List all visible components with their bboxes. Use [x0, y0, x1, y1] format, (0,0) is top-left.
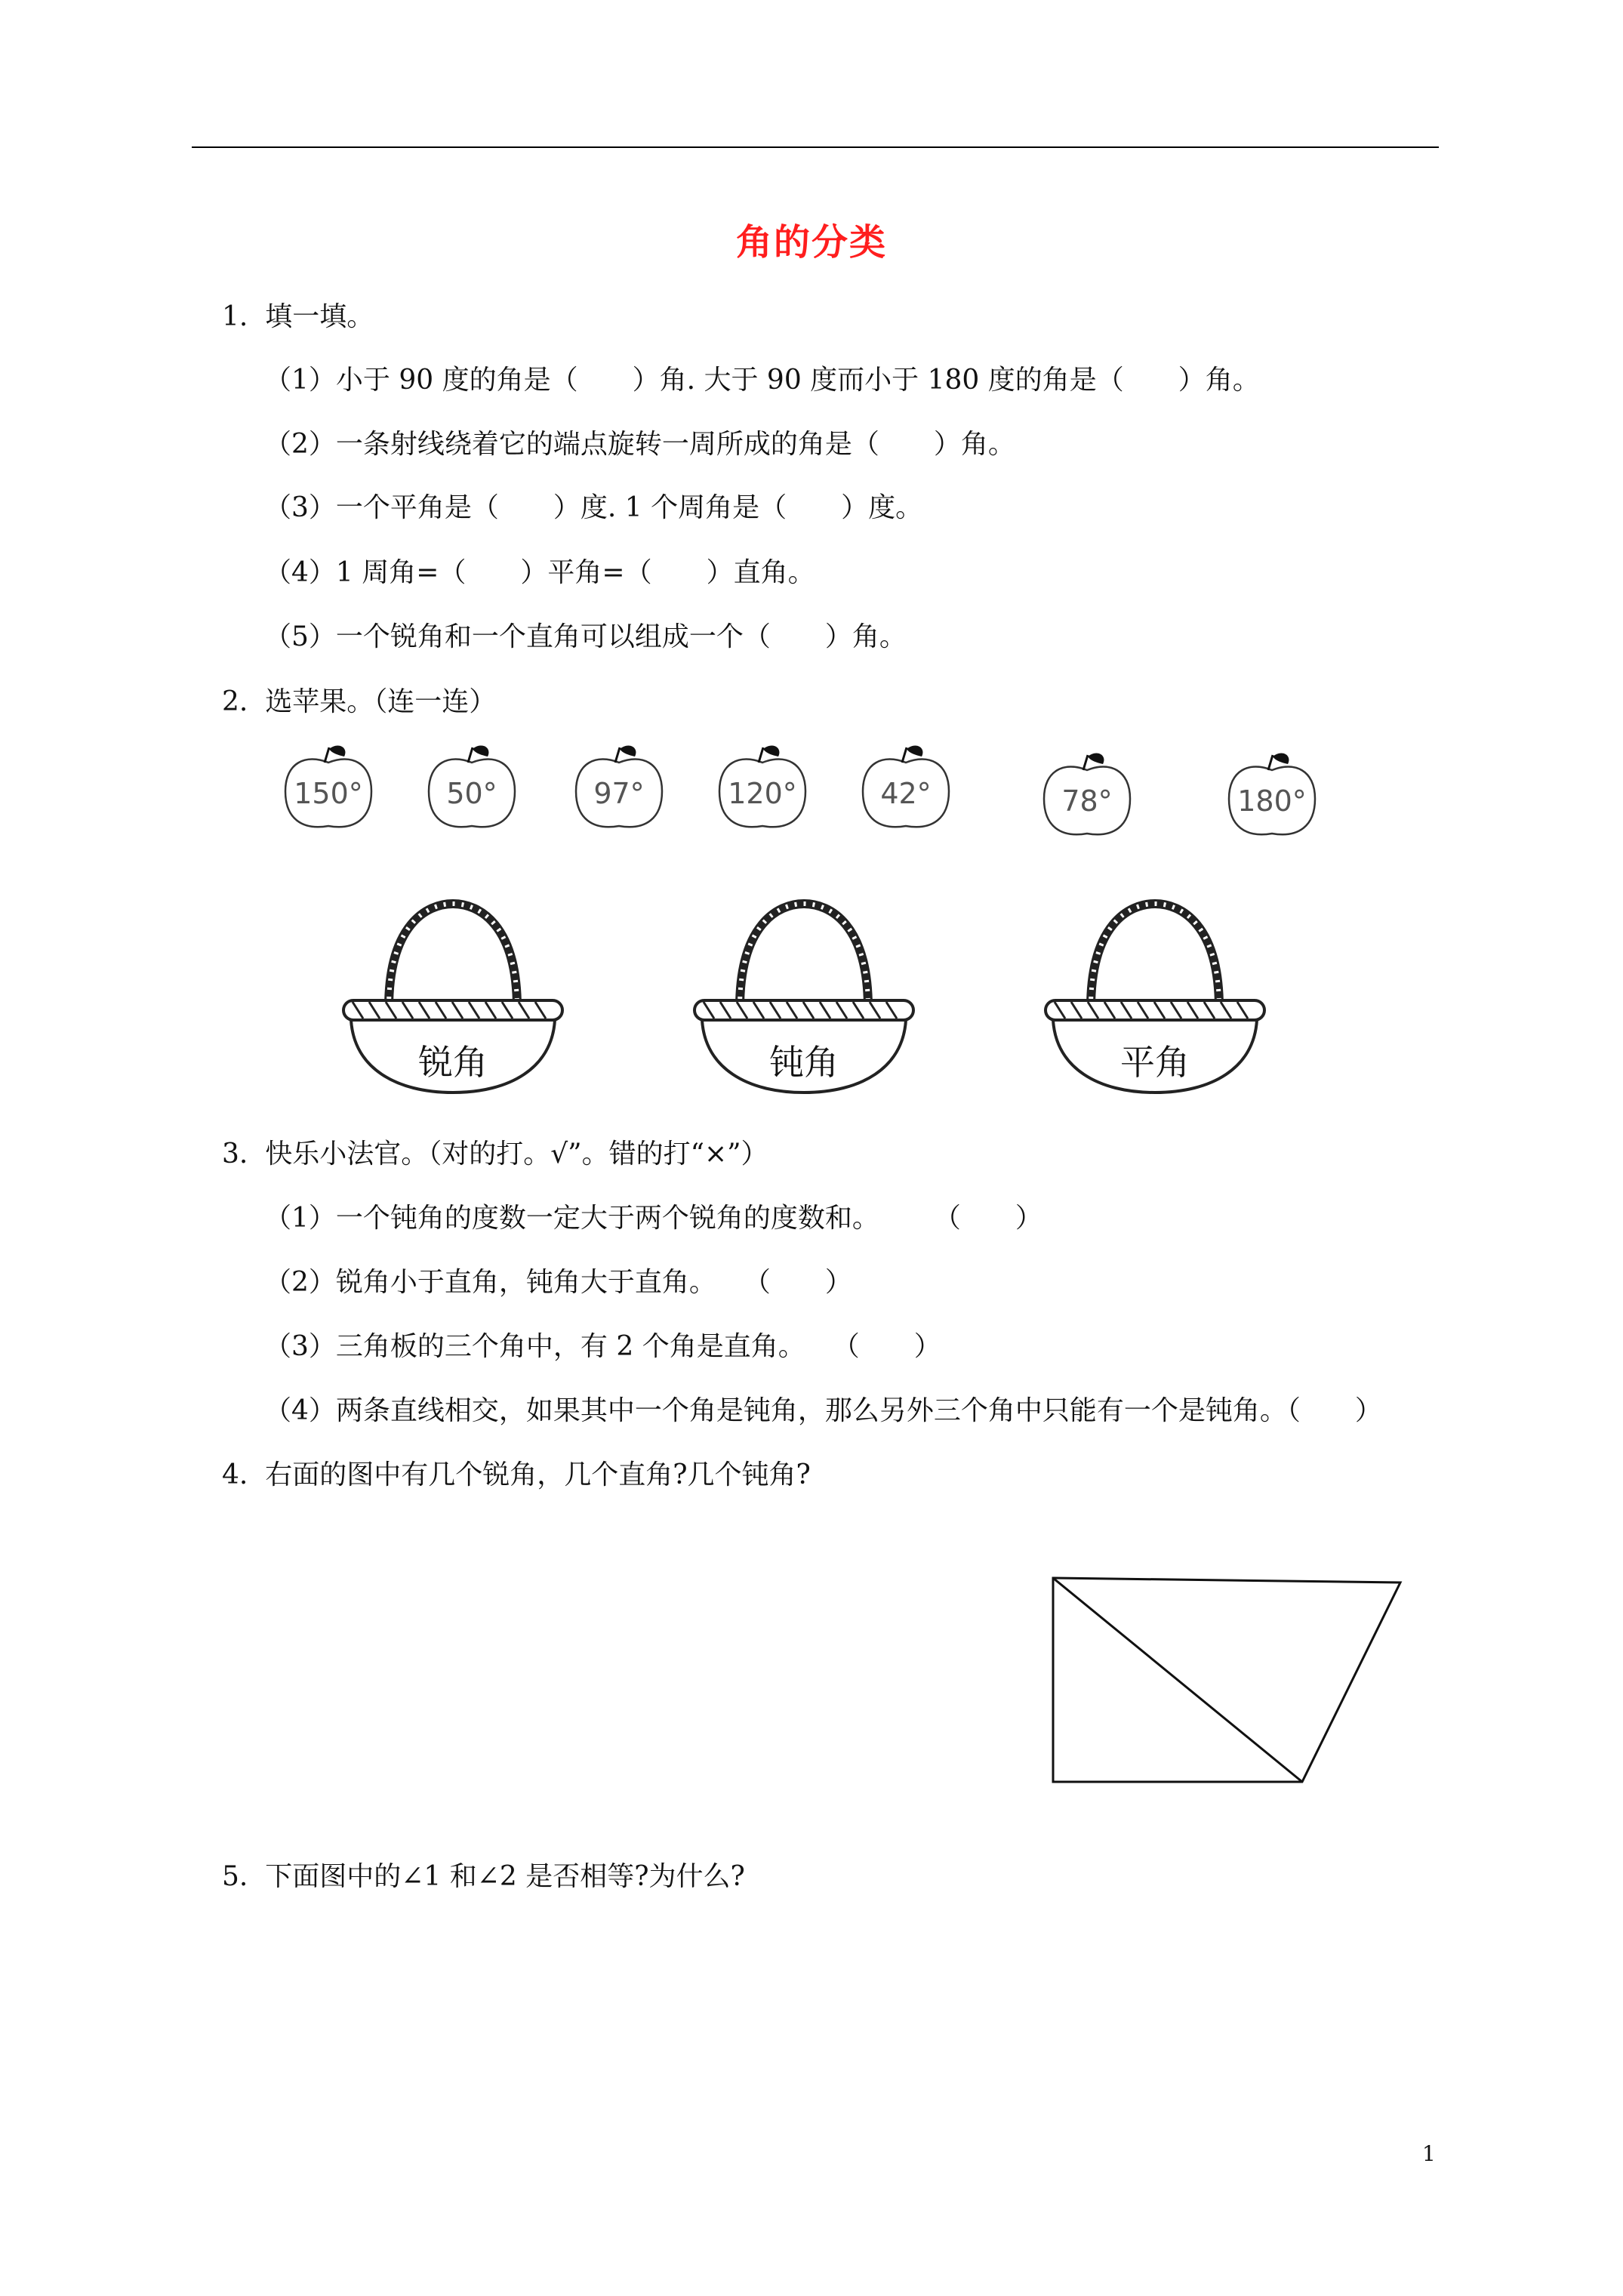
apple-4	[713, 740, 812, 837]
apple-2-label: 50°	[446, 777, 497, 810]
basket-straight	[1038, 895, 1272, 1102]
apple-7-label: 180°	[1237, 784, 1307, 818]
q1-label: 1. 填一填。	[222, 301, 374, 332]
basket-acute	[336, 895, 570, 1102]
q4-label: 4. 右面的图中有几个锐角，几个直角?几个钝角?	[222, 1459, 811, 1490]
basket-acute-label: 锐角	[418, 1042, 488, 1083]
apple-3	[570, 740, 668, 837]
apple-5-label: 42°	[880, 777, 932, 810]
q1-item-5: （5）一个锐角和一个直角可以组成一个（ ）角。	[264, 621, 907, 652]
basket-straight-label: 平角	[1120, 1042, 1190, 1083]
apple-6	[1038, 747, 1136, 845]
q1-item-4: （4）1 周角=（ ）平角=（ ）直角。	[264, 557, 815, 588]
q3-item-2: （2）锐角小于直角，钝角大于直角。 （ ）	[264, 1267, 852, 1298]
apple-1	[279, 740, 377, 837]
basket-obtuse-label: 钝角	[769, 1042, 839, 1083]
page-number: 1	[1422, 2141, 1436, 2166]
q3-label: 3. 快乐小法官。（对的打。√”。错的打“×”）	[222, 1139, 768, 1170]
basket-obtuse	[687, 895, 921, 1102]
q3-item-1: （1）一个钝角的度数一定大于两个锐角的度数和。 （ ）	[264, 1203, 1042, 1234]
q5-label: 5. 下面图中的∠1 和∠2 是否相等?为什么?	[222, 1861, 745, 1892]
apple-2	[423, 740, 521, 837]
apple-4-label: 120°	[728, 777, 797, 810]
q1-item-3: （3）一个平角是（ ）度. 1 个周角是（ ）度。	[264, 492, 923, 523]
q3-item-4: （4）两条直线相交，如果其中一个角是钝角，那么另外三个角中只能有一个是钝角。（ ）	[264, 1395, 1382, 1426]
apple-3-label: 97°	[593, 777, 645, 810]
q1-item-1: （1）小于 90 度的角是（ ）角. 大于 90 度而小于 180 度的角是（ ）角。	[264, 365, 1260, 396]
q3-item-3: （3）三角板的三个角中，有 2 个角是直角。 （ ）	[264, 1331, 941, 1362]
apple-1-label: 150°	[294, 777, 363, 810]
apple-6-label: 78°	[1061, 784, 1113, 818]
header-rule	[192, 146, 1439, 148]
page-title: 角的分类	[735, 221, 887, 264]
q2-label: 2. 选苹果。（连一连）	[222, 686, 497, 717]
apple-7	[1223, 747, 1321, 845]
q1-item-2: （2）一条射线绕着它的端点旋转一周所成的角是（ ）角。	[264, 429, 1015, 460]
apple-5	[857, 740, 955, 837]
q4-figure	[1046, 1570, 1415, 1800]
